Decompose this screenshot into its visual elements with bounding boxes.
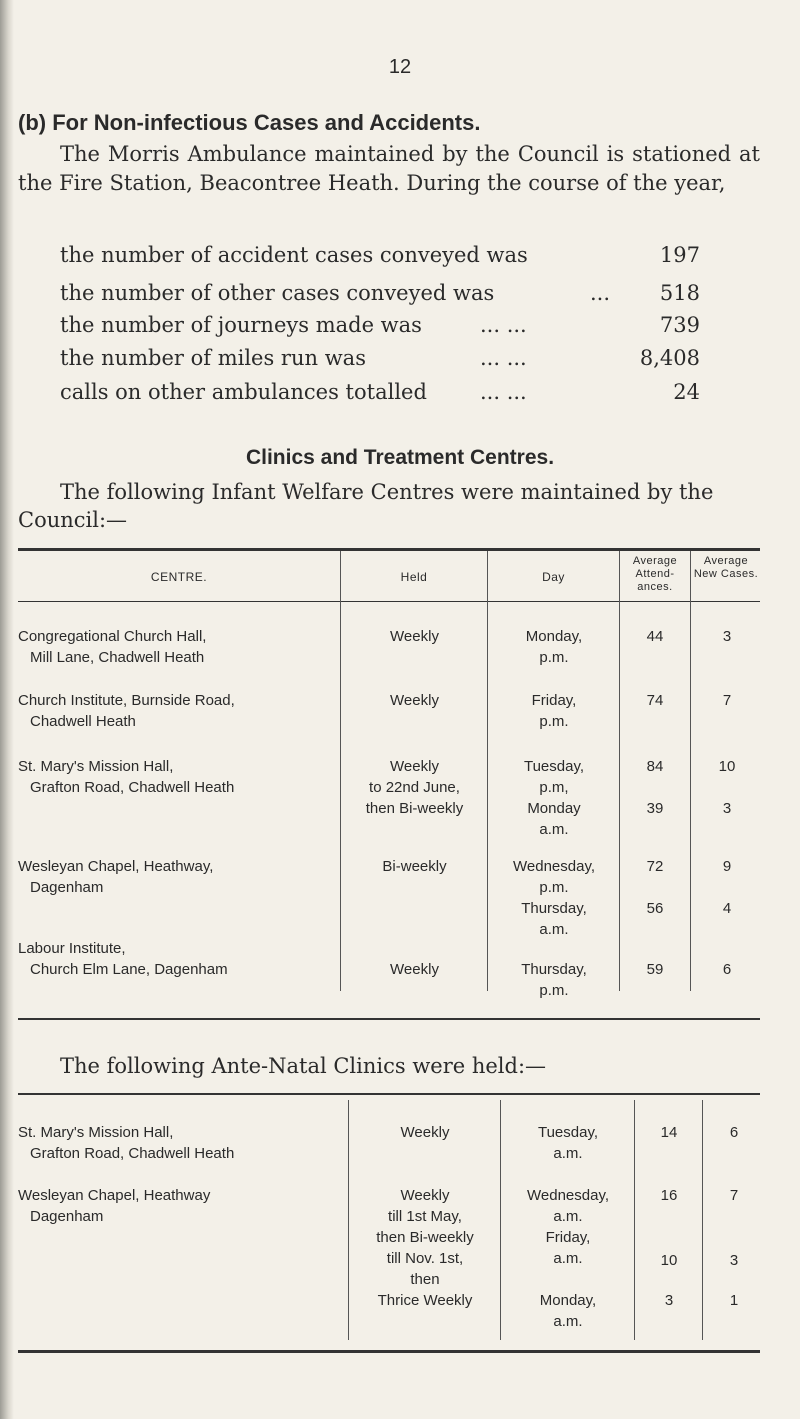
header-held: Held: [400, 570, 428, 584]
antenatal-intro: The following Ante-Natal Clinics were held:—: [60, 1054, 547, 1078]
table-top-rule: [18, 1093, 760, 1095]
table-row: St. Mary's Mission Hall, Grafton Road, Chadwell Heath: [18, 758, 235, 796]
stat-row: calls on other ambulances totalled ... ... 24: [60, 380, 700, 404]
page-number: 12: [388, 56, 412, 78]
stat-row: the number of journeys made was ... ... 739: [60, 313, 700, 337]
infant-intro-text: The following Infant Welfare Centres were maintained by the Council:—: [18, 480, 714, 532]
page-edge-shadow: [0, 0, 14, 1419]
column-divider: [340, 551, 341, 991]
stat-row: the number of other cases conveyed was ... 518: [60, 281, 700, 305]
column-divider: [500, 1100, 501, 1340]
table-bottom-rule: [18, 1018, 760, 1020]
table-top-rule: [18, 548, 760, 551]
stat-row: the number of miles run was ... ... 8,408: [60, 346, 700, 370]
table-row: Wesleyan Chapel, Heathway Dagenham: [18, 1187, 211, 1225]
table-bottom-rule: [18, 1350, 760, 1353]
section-heading: (b) For Non-infectious Cases and Accidents.: [18, 110, 481, 135]
header-attendances: Average Attend-ances.: [632, 555, 678, 593]
table-row: St. Mary's Mission Hall, Grafton Road, Chadwell Heath: [18, 1124, 235, 1162]
column-divider: [487, 551, 488, 991]
column-divider: [634, 1100, 635, 1340]
table-row: Church Institute, Burnside Road, Chadwell Heath: [18, 692, 235, 730]
clinics-heading: Clinics and Treatment Centres.: [245, 446, 555, 469]
header-centre: CENTRE.: [150, 570, 208, 584]
column-divider: [702, 1100, 703, 1340]
column-divider: [690, 551, 691, 991]
header-new-cases: Average New Cases.: [693, 555, 759, 580]
table-row: Labour Institute, Church Elm Lane, Dagenham: [18, 940, 228, 978]
column-divider: [348, 1100, 349, 1340]
header-day: Day: [542, 570, 565, 584]
infant-intro: [18, 478, 760, 534]
intro-text: The Morris Ambulance maintained by the Council is stationed at the Fire Station, Beacontree Heath. During the course of the year,: [18, 142, 760, 195]
document-page: 12 (b) For Non-infectious Cases and Accidents. The Morris Ambulance maintained by the Council is stationed at the Fire Station, Beacontree Heath. During the course of the year, the number of accident cases conveyed was 197 the number of other cases conveyed was ... 518 the number of journeys made was ... ... 739 the number of miles run was ... ... 8,408 calls on other ambulances totalled ... ... 24 Clinics and Treatment Centres. The following Infant Welfare Centres were maintained by the Council:— CENTRE. Held Day Average Attend-ances. Average New Cases. Congregational Church Hall, Mill Lane, Chadwell Heath Weekly Monday, p.m. 44 3 Church Institute, Burnside Road, Chadwell Heath Weekly Friday, p.m. 74 7 St. Mary's Mission Hall, Grafton Road, Chadwell Heath Weekly to 22nd June, then Bi-weekly Tuesday, p.m, Monday a.m. 84 10 39 3 Wesleyan Chapel, Heathway, Dagenham Bi-weekly Wednesday, p.m. Thursday, a.m. 72 9 56 4 Labour Institute, Church Elm Lane, Dagenham Weekly Thursday, p.m. 59 6 The following Ante-Natal Clinics were held:— St. Mary's Mission Hall, Grafton Road, Chadwell Heath Weekly Tuesday, a.m. 14 6 Wesleyan Chapel, Heathway Dagenham Weekly till 1st May, then Bi-weekly till Nov. 1st, then Thrice Weekly Wednesday, a.m. Friday, a.m. Monday, a.m. 16 7 10 3 3 1: [0, 0, 800, 1419]
table-row: Congregational Church Hall, Mill Lane, Chadwell Heath: [18, 628, 207, 666]
table-header-rule: [18, 601, 760, 602]
stat-row: the number of accident cases conveyed was 197: [60, 243, 700, 267]
intro-paragraph: [18, 140, 760, 198]
table-row: Wesleyan Chapel, Heathway, Dagenham: [18, 858, 214, 896]
